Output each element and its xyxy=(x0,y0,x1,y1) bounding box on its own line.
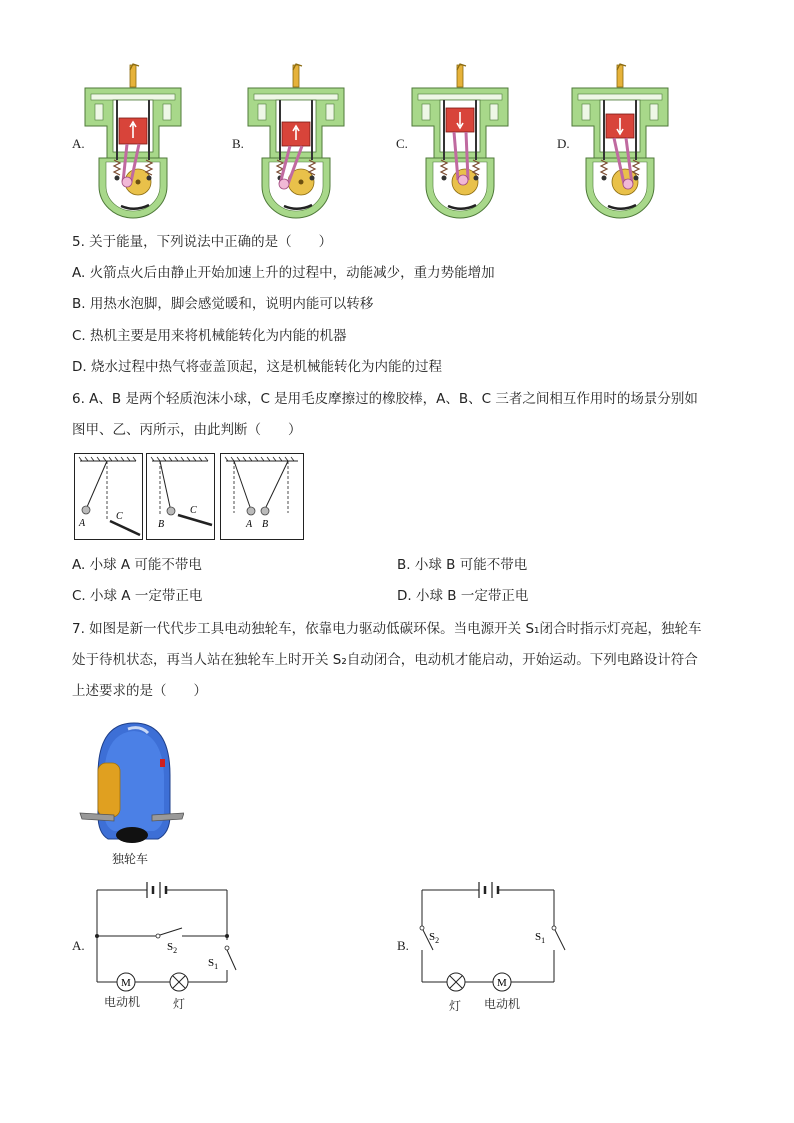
q6-p3-label-b: B xyxy=(262,519,269,530)
q7-option-a-label: A. xyxy=(72,938,85,953)
motor-letter: M xyxy=(497,977,507,989)
q6-stem-line1: 6. A、B 是两个轻质泡沫小球，C 是用毛皮摩擦过的橡胶棒，A、B、C 三者之间相互作用时的场景分别如 xyxy=(72,391,698,407)
q6-panel-3 xyxy=(221,454,304,540)
q6-p2-label-c: C xyxy=(190,505,197,516)
q5-option-d: D. 烧水过程中热气将壶盖顶起，这是机械能转化为内能的过程 xyxy=(72,359,442,375)
q6-stem-line2: 图甲、乙、丙所示，由此判断（ ） xyxy=(72,422,302,438)
q5-option-a: A. 火箭点火后由静止开始加速上升的过程中，动能减少，重力势能增加 xyxy=(72,265,495,281)
q4-engine-diagrams xyxy=(0,60,794,225)
q5-stem: 5. 关于能量，下列说法中正确的是（ ） xyxy=(72,234,333,250)
circuit-b-s1-label: $S_1$ xyxy=(535,931,546,945)
q7-stem-line3: 上述要求的是（ ） xyxy=(72,683,207,699)
unicycle-caption: 独轮车 xyxy=(112,852,149,866)
q7-stem-line1: 7. 如图是新一代代步工具电动独轮车，依靠电力驱动低碳环保。当电源开关 S₁闭合时指示灯亮起，独轮车 xyxy=(72,621,702,637)
q6-option-c: C. 小球 A 一定带正电 xyxy=(72,588,203,604)
circuit-a-lamp-label: 灯 xyxy=(173,997,186,1011)
circuit-b-motor-label: 电动机 xyxy=(484,997,521,1011)
q4-option-d-label: D. xyxy=(557,136,570,151)
circuit-a-motor-label: 电动机 xyxy=(104,995,141,1009)
q6-panel-1 xyxy=(75,454,143,540)
q6-option-b: B. 小球 B 可能不带电 xyxy=(397,557,528,573)
q6-option-a: A. 小球 A 可能不带电 xyxy=(72,557,202,573)
motor-letter: M xyxy=(121,977,131,989)
circuit-b-s2-label: $S_2$ xyxy=(429,931,440,945)
q7-option-b-label: B. xyxy=(397,938,409,953)
q4-option-c-label: C. xyxy=(396,136,408,151)
q6-option-d: D. 小球 B 一定带正电 xyxy=(397,588,529,604)
q6-p3-label-a: A xyxy=(246,519,253,530)
unicycle-image xyxy=(74,715,184,845)
q4-option-b-label: B. xyxy=(232,136,244,151)
switch-s1 xyxy=(555,930,565,950)
circuit-b-lamp-label: 灯 xyxy=(449,999,462,1013)
switch-s1 xyxy=(227,950,236,970)
q6-p1-label-a: A xyxy=(79,518,86,529)
q6-p2-label-b: B xyxy=(158,519,165,530)
q5-option-b: B. 用热水泡脚，脚会感觉暖和，说明内能可以转移 xyxy=(72,296,374,312)
switch-s2 xyxy=(160,928,182,935)
circuit-a-s1-label: $S_1$ xyxy=(208,957,219,971)
circuit-a-s2-label: $S_2$ xyxy=(167,941,178,955)
q7-stem-line2: 处于待机状态，再当人站在独轮车上时开关 S₂自动闭合，电动机才能启动，开始运动。下列电路设计符合 xyxy=(72,652,698,668)
q5-option-c: C. 热机主要是用来将机械能转化为内能的机器 xyxy=(72,328,347,344)
q4-option-a-label: A. xyxy=(72,136,85,151)
q6-panel-2 xyxy=(147,454,215,540)
q6-p1-label-c: C xyxy=(116,511,123,522)
q6-figure-panels xyxy=(74,453,306,541)
